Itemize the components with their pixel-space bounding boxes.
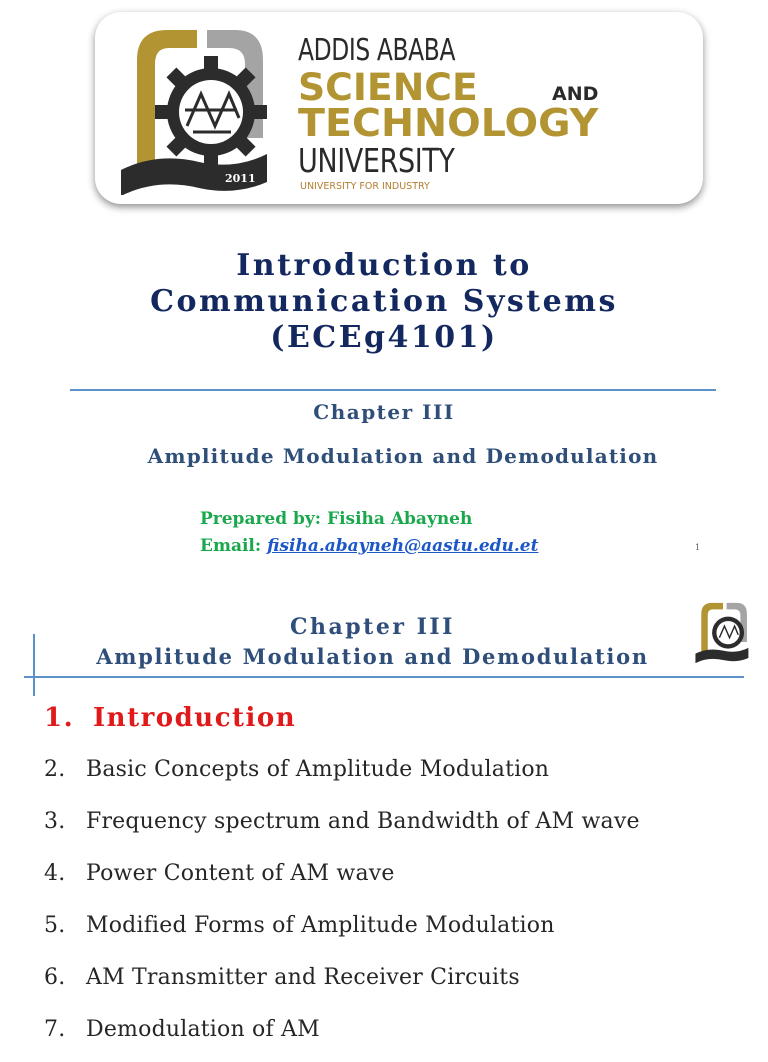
outline-item-label: Demodulation of AM xyxy=(86,1017,320,1042)
seal-year: 2011 xyxy=(225,172,256,185)
chapter-outline-list xyxy=(44,698,640,1062)
outline-item-number: 3. xyxy=(44,809,66,834)
logo-tagline: UNIVERSITY FOR INDUSTRY xyxy=(300,181,430,192)
outline-item-number: 5. xyxy=(44,913,66,938)
header-divider xyxy=(24,676,744,678)
outline-item-number: 7. xyxy=(44,1017,66,1042)
logo-science: SCIENCE xyxy=(298,66,478,109)
outline-item-label: Frequency spectrum and Bandwidth of AM wave xyxy=(86,809,640,834)
logo-technology: TECHNOLOGY xyxy=(298,101,599,145)
logo-university: UNIVERSITY xyxy=(298,141,455,180)
course-title xyxy=(0,248,768,356)
university-logo-banner xyxy=(95,12,703,204)
logo-addis-ababa: ADDIS ABABA xyxy=(298,33,456,68)
author-block xyxy=(200,506,538,560)
email-label: Email: xyxy=(200,536,262,556)
outline-item-number: 4. xyxy=(44,861,66,886)
outline-chapter-subtitle: Amplitude Modulation and Demodulation xyxy=(96,644,649,669)
outline-item-label: Power Content of AM wave xyxy=(86,861,395,886)
prepared-label: Prepared by: xyxy=(200,509,322,529)
author-name: Fisiha Abayneh xyxy=(327,509,473,529)
university-seal-icon xyxy=(117,20,277,195)
outline-chapter-label: Chapter III xyxy=(290,614,455,640)
outline-item-label: AM Transmitter and Receiver Circuits xyxy=(86,965,520,990)
prepared-by-line xyxy=(200,506,538,533)
outline-item-number: 2. xyxy=(44,757,66,782)
course-title-line: (ECEg4101) xyxy=(270,320,498,355)
outline-item xyxy=(44,802,640,854)
outline-item-number: 6. xyxy=(44,965,66,990)
outline-slide xyxy=(0,590,768,1042)
outline-header xyxy=(40,612,705,672)
outline-item xyxy=(44,1010,640,1062)
email-line xyxy=(200,533,538,560)
outline-item-label: Introduction xyxy=(93,703,297,733)
outline-item xyxy=(44,906,640,958)
email-link[interactable]: fisiha.abayneh@aastu.edu.et xyxy=(267,536,539,556)
title-divider xyxy=(70,389,716,391)
outline-item-number: 1. xyxy=(44,703,75,733)
logo-and: AND xyxy=(552,83,599,105)
outline-item-label: Basic Concepts of Amplitude Modulation xyxy=(86,757,550,782)
chapter-subtitle: Amplitude Modulation and Demodulation xyxy=(147,444,659,468)
header-vertical-rule xyxy=(33,634,35,696)
outline-item xyxy=(44,750,640,802)
course-title-line: Communication Systems xyxy=(150,284,618,319)
outline-item-label: Modified Forms of Amplitude Modulation xyxy=(86,913,555,938)
outline-item xyxy=(44,958,640,1010)
chapter-label: Chapter III xyxy=(313,400,455,424)
outline-item xyxy=(44,854,640,906)
outline-item-introduction xyxy=(44,698,640,750)
university-seal-small-icon xyxy=(694,598,752,664)
page-number: 1 xyxy=(695,543,701,552)
course-title-line: Introduction to xyxy=(236,248,532,283)
